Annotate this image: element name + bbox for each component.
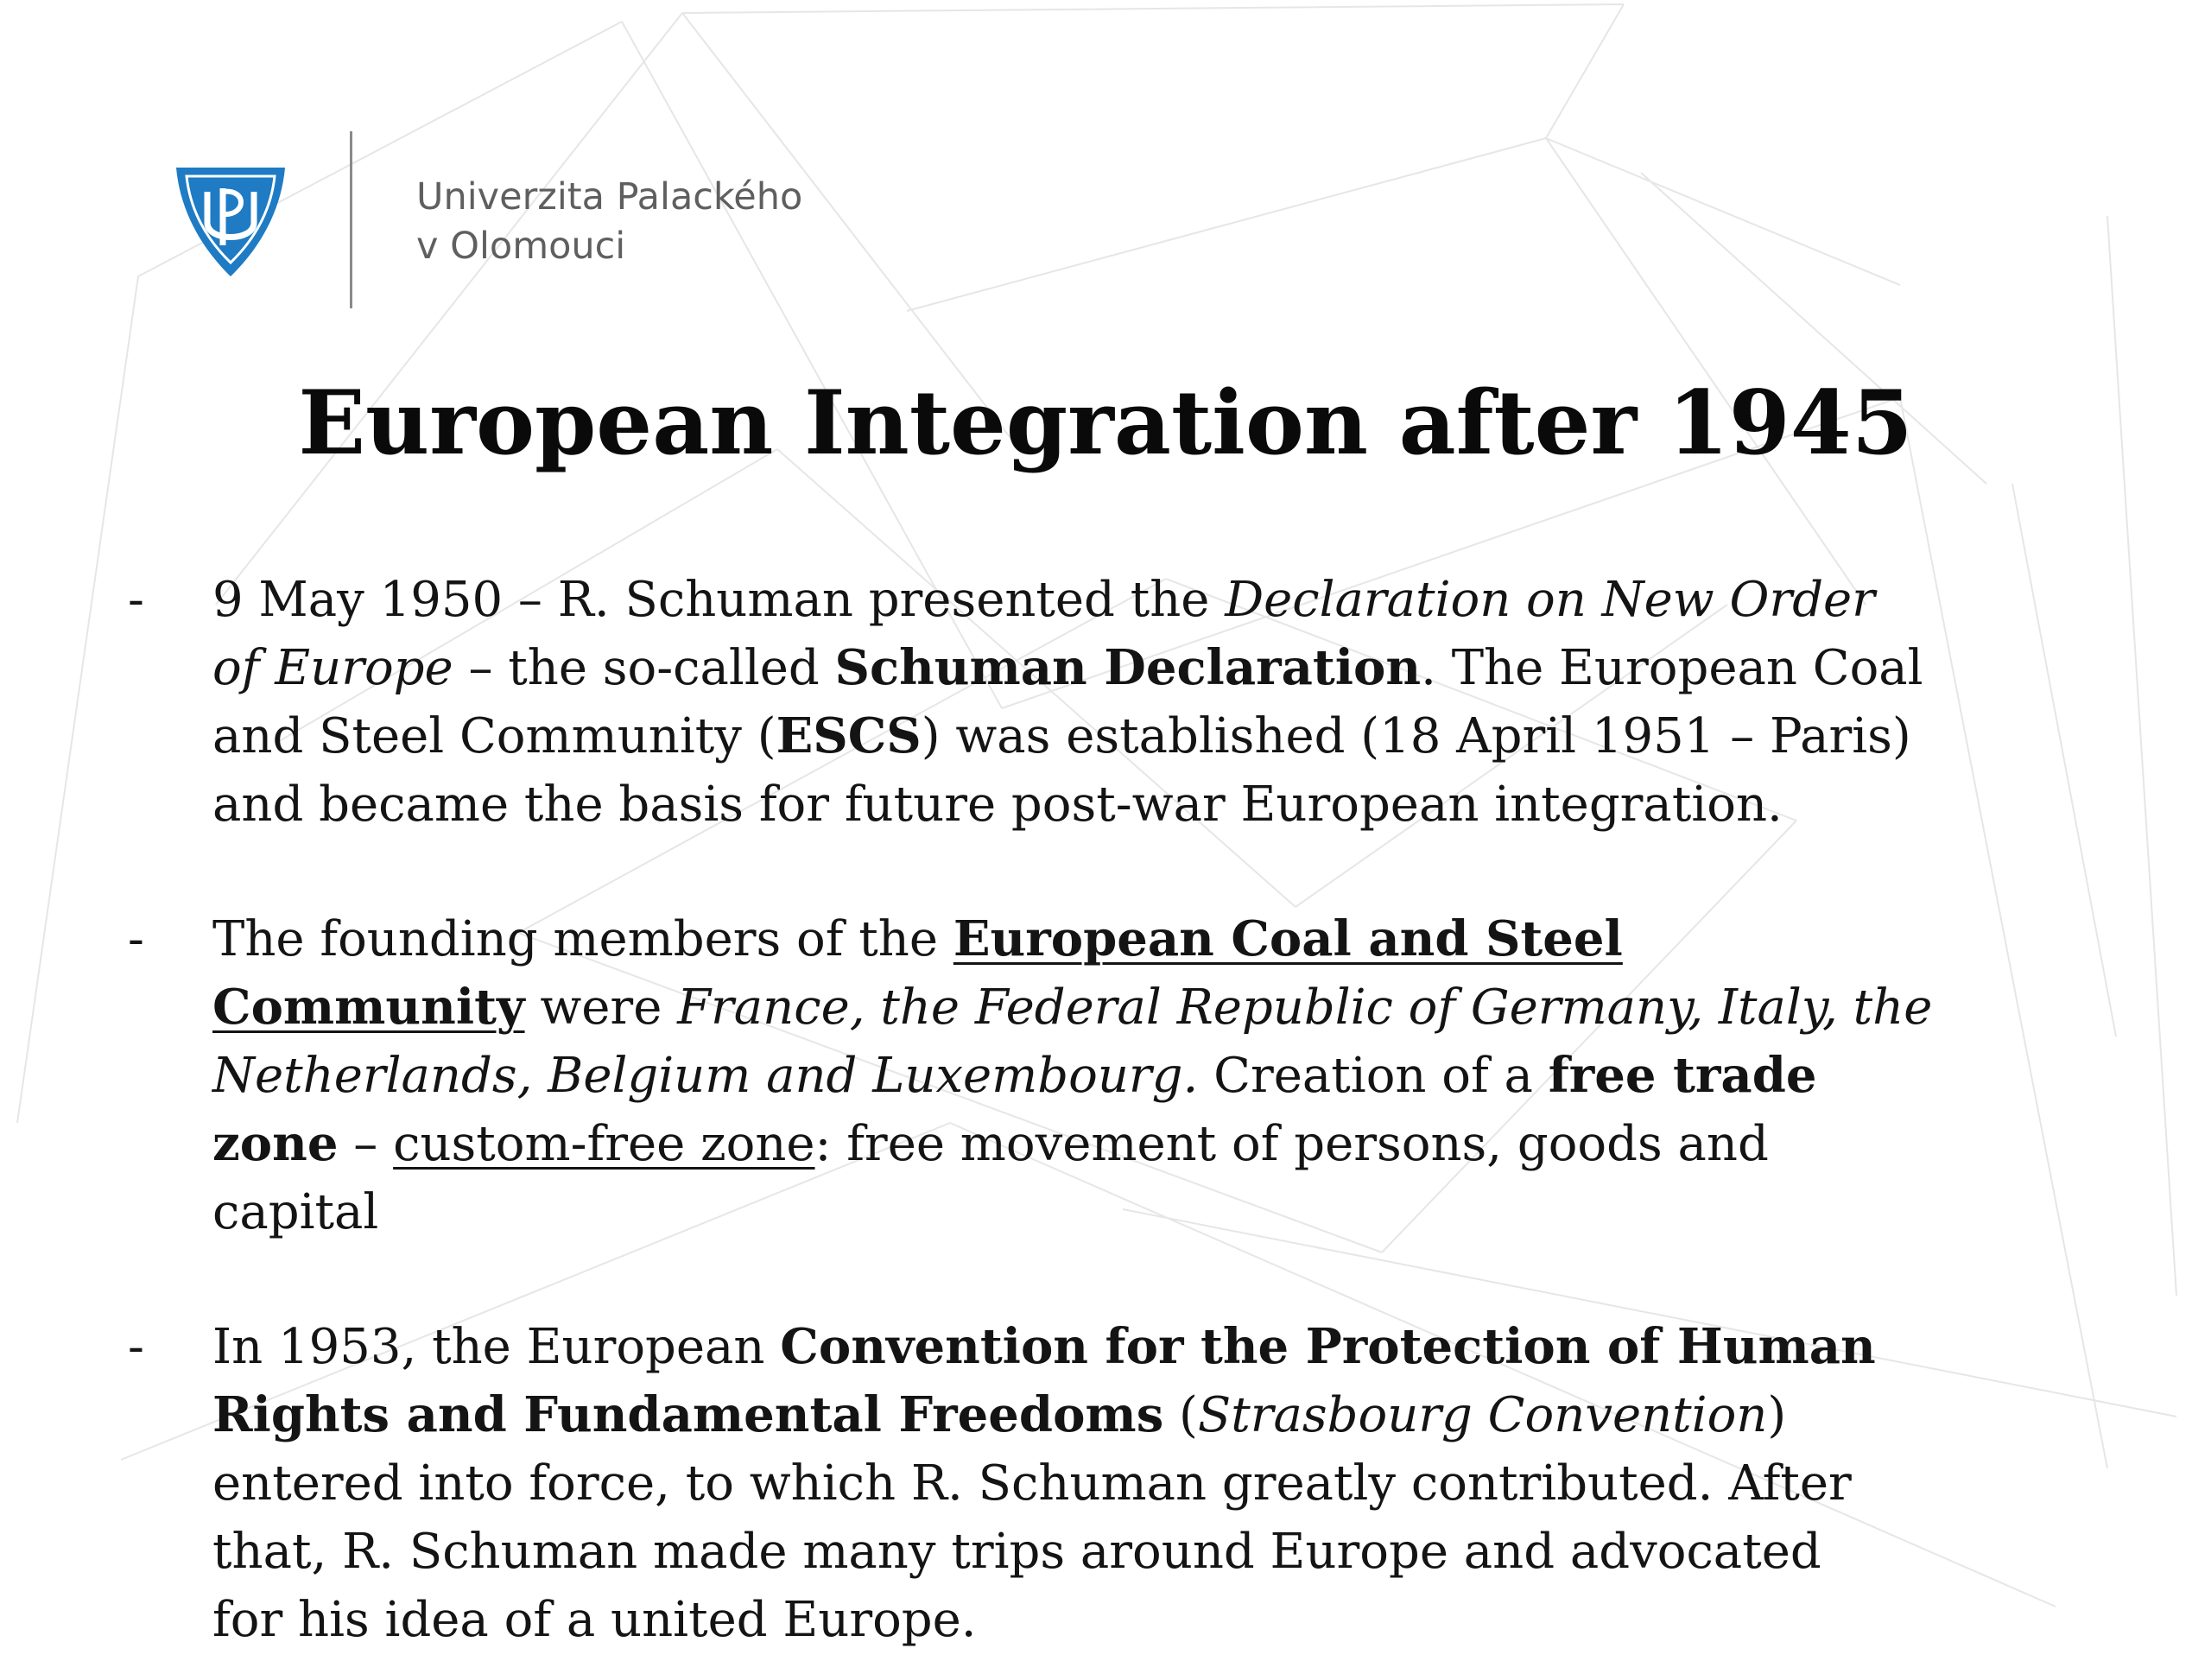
university-name-line2: v Olomouci bbox=[416, 225, 626, 268]
text-run: ESCS bbox=[776, 707, 922, 764]
text-line bbox=[212, 1178, 2147, 1246]
text-run: – the so-called bbox=[453, 640, 835, 696]
text-run: ( bbox=[1163, 1387, 1198, 1443]
bullet-marker: - bbox=[128, 572, 144, 628]
text-run: for his idea of a united Europe. bbox=[212, 1592, 977, 1648]
text-run: Rights and Fundamental Freedoms bbox=[212, 1386, 1164, 1443]
text-run: European Coal and Steel bbox=[953, 910, 1623, 967]
text-line bbox=[212, 973, 2147, 1042]
text-line bbox=[212, 1042, 2147, 1110]
text-run: Community bbox=[212, 979, 525, 1036]
text-line bbox=[212, 770, 2147, 839]
text-run: – bbox=[338, 1116, 394, 1172]
university-name bbox=[416, 173, 802, 271]
bullet-paragraph-schuman-declaration bbox=[212, 566, 2147, 839]
university-logo-icon bbox=[173, 162, 288, 278]
text-run: zone bbox=[212, 1115, 339, 1172]
text-run: free trade bbox=[1548, 1047, 1817, 1104]
text-run: entered into force, to which R. Schuman greatly contributed. After bbox=[212, 1455, 1852, 1512]
bullet-marker: - bbox=[128, 911, 144, 967]
text-line bbox=[212, 566, 2147, 634]
text-line bbox=[212, 1586, 2147, 1654]
text-run: : free movement of persons, goods and bbox=[814, 1116, 1769, 1172]
text-run: Schuman Declaration bbox=[834, 639, 1422, 696]
text-run: capital bbox=[212, 1184, 379, 1240]
text-run: France, the Federal Republic of Germany, Italy, the bbox=[677, 979, 1933, 1036]
slide-title: European Integration after 1945 bbox=[298, 371, 1913, 475]
text-run: custom-free zone bbox=[393, 1116, 815, 1172]
text-line bbox=[212, 905, 2147, 973]
text-run: The founding members of the bbox=[212, 911, 953, 967]
bullet-paragraph-founding-members bbox=[212, 905, 2147, 1246]
bullet-paragraph-human-rights-convention bbox=[212, 1313, 2147, 1654]
text-line bbox=[212, 702, 2147, 770]
text-line bbox=[212, 1381, 2147, 1449]
text-run: were bbox=[524, 979, 678, 1036]
text-run: 9 May 1950 – R. Schuman presented the bbox=[212, 572, 1226, 628]
text-run: of Europe bbox=[212, 640, 453, 696]
text-line bbox=[212, 1518, 2147, 1586]
text-run: ) bbox=[1767, 1387, 1787, 1443]
text-run: Netherlands, Belgium and Luxembourg. bbox=[212, 1048, 1199, 1104]
bullet-marker: - bbox=[128, 1319, 144, 1375]
text-run: that, R. Schuman made many trips around Europe and advocated bbox=[212, 1524, 1821, 1580]
text-run: In 1953, the European bbox=[212, 1319, 781, 1375]
text-line bbox=[212, 634, 2147, 702]
university-name-line1: Univerzita Palackého bbox=[416, 175, 803, 219]
text-run: ) was established (18 April 1951 – Paris) bbox=[921, 708, 1911, 764]
text-run: and became the basis for future post-war European integration. bbox=[212, 777, 1783, 833]
text-run: Creation of a bbox=[1198, 1048, 1549, 1104]
text-run: and Steel Community ( bbox=[212, 708, 776, 764]
text-run: Convention for the Protection of Human bbox=[780, 1318, 1876, 1375]
text-run: Strasbourg Convention bbox=[1197, 1387, 1768, 1443]
text-run: . The European Coal bbox=[1421, 640, 1923, 696]
text-run: Declaration on New Order bbox=[1225, 572, 1875, 628]
text-line bbox=[212, 1110, 2147, 1178]
text-line bbox=[212, 1449, 2147, 1518]
text-line bbox=[212, 1313, 2147, 1381]
header-divider bbox=[350, 131, 352, 308]
